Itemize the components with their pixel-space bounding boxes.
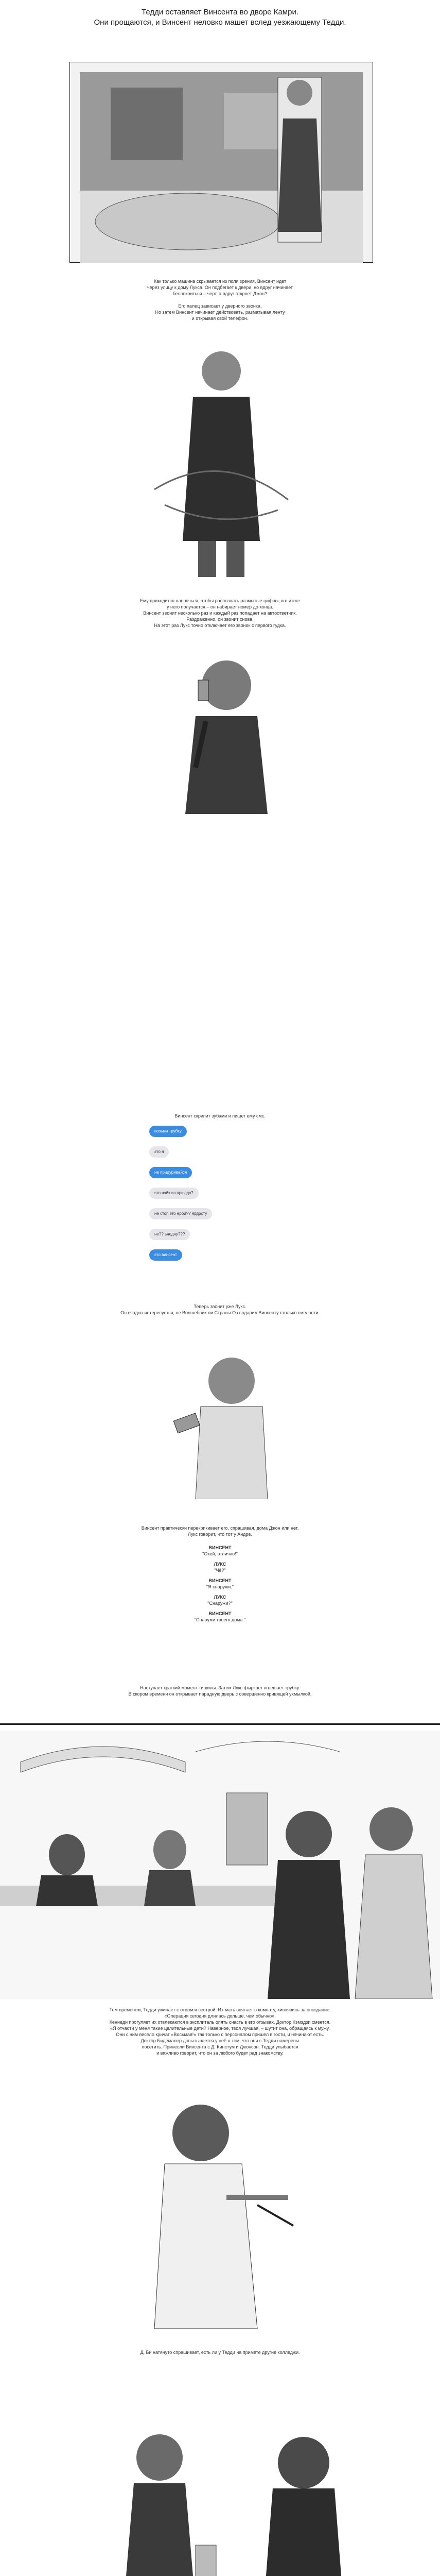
character-tape-illustration (134, 335, 309, 582)
comic-panel-house (69, 62, 373, 263)
comic-panel-tape (134, 335, 309, 582)
section-divider (0, 1723, 440, 1725)
speaker-name: ВИНСЕНТ (208, 1578, 232, 1583)
title-line-1: Тедди оставляет Винсента во дворе Камри. (142, 8, 298, 16)
page-title (0, 7, 440, 28)
speaker-name: ВИНСЕНТ (208, 1611, 232, 1616)
narration-6: Наступает краткий момент тишины. Затем Лукс фыркает и вешает трубку. В скором времени он открывает парадную дверь с совершенно кривящей ухмылкой. (128, 1685, 312, 1697)
chat-bubble-7: это винсент (149, 1249, 182, 1261)
comic-panel-dinner (0, 1731, 440, 1999)
chat-bubble-2: это я (149, 1146, 169, 1158)
narration-7: Тем временем, Тедди ужинает с отцом и сестрой. Их мать впятает в комнату, кивнявись за опоздание. «Операция сегодня длилась дольше, чем обычно». Кеннеди прогуляет их отвлекаются в эксплиталь опять снасть в его отзывах. Доктор Кэмэдзи смеется. «Я отчасти у меня такие целительные дети? Наверное, твоя лучшая, – шутит она, обращаясь к мужу. Они с ним весело кричат «Восьмая!» так только с персоналом пришел в гости, и начинают есть. Доктор Бидемалер допытывается у неё о том, что они с Тедди намерены посетить. Принесли Винсента с Д. Кинстум и Джонсон. Тедди улыбается и вяжливо говорит, что он за любого будет рад знакомству. (109, 2007, 331, 2056)
narration-4: Теперь звонит уже Лукс. Он вчадно интересуется, не Волшебник ли Страны Оз подарил Винсенту столько смелости. (120, 1304, 320, 1315)
house-scene-illustration (69, 62, 373, 263)
narration-5: Винсент практически перекрикивает его, спрашивая, дома Джон или нет. Лукс говорит, что тот у Андре. (141, 1526, 299, 1537)
speaker-line: "Чё?" (214, 1568, 226, 1573)
chat-bubble-6: не?? ьнедну??? (149, 1229, 190, 1240)
dinner-close-illustration (77, 2375, 365, 2576)
speaker-name: ВИНСЕНТ (208, 1545, 232, 1550)
dialogue-script (0, 1540, 440, 1623)
comic-panel-dinner-close (77, 2375, 365, 2576)
title-line-2: Они прощаются, и Винсент неловко машет вслед уезжающему Тедди. (94, 18, 346, 27)
phone-call-illustration (149, 644, 293, 814)
chat-bubble-1: возьми трубку (149, 1126, 187, 1137)
comic-panel-reading-phone (139, 1340, 293, 1499)
speaker-line: "Снаружи?" (207, 1601, 233, 1606)
comic-panel-phone-call (149, 644, 293, 814)
narration-2: Ему приходится напрячься, чтобы распознать размытые цифры, и в итоге у него получается – он набирает номер до конца. Винсент звонит несколько раз и каждый раз попадает на автоответчик. Раздраженно, он звонит снова. На этот раз Лукс точно отключает его звонок с первого гудка. (139, 598, 301, 628)
chat-bubble-4: это нэйз из приюдэ? (149, 1188, 199, 1199)
comic-panel-teddy-table (124, 2071, 314, 2339)
speaker-name: ЛУКС (214, 1595, 226, 1600)
reading-phone-illustration (139, 1340, 293, 1499)
chat-bubble-3: не придуривайся (149, 1167, 192, 1178)
narration-3: Винсент скрипит зубами и пишет ему смс. (174, 1113, 266, 1118)
speaker-line: "Я снаружи." (206, 1584, 234, 1589)
narration-1: Как только машина скрывается из поля зрения, Винсент идет через улицу к дому Лукса. Он подбегает к двери, но вдруг начинает беспокоиться – черт, а вдруг откроет Джон? Его палец зависает у дверного звонка. Но затем Винсент начинает действовать, разматывая ленту и открывая свой телефон. (147, 279, 293, 321)
dinner-scene-illustration (0, 1731, 440, 1999)
teddy-table-illustration (124, 2071, 314, 2339)
speaker-line: "Снаружи твоего дома." (194, 1617, 246, 1622)
speaker-name: ЛУКС (214, 1562, 226, 1567)
chat-bubble-5: не стоп это ерой?? ярдрсту (149, 1208, 212, 1219)
speaker-line: "Окей, отлично!" (202, 1551, 238, 1556)
narration-8: Д. Би натянуто спрашивает, есть ли у Тедди на примете другие колледжи. (140, 2350, 300, 2355)
